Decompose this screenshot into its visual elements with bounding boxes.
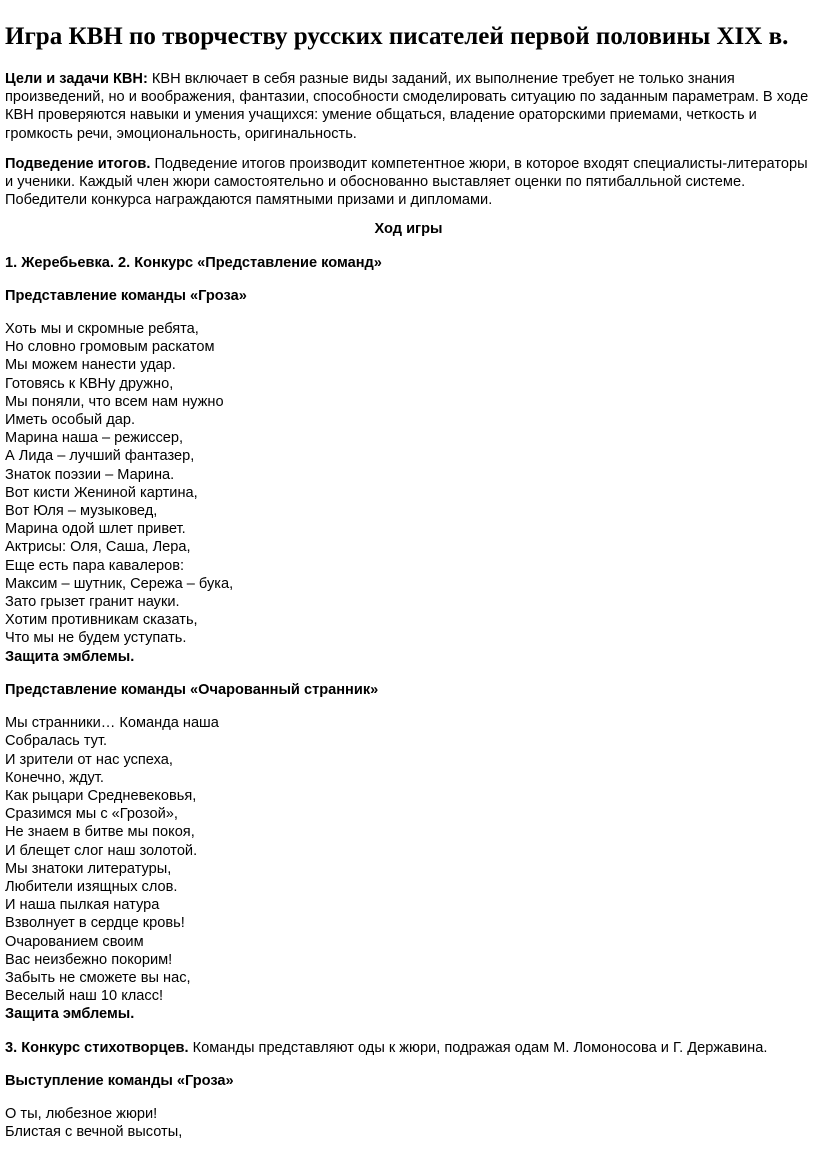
poem-line: Актрисы: Оля, Саша, Лера, xyxy=(5,539,191,556)
goals-paragraph xyxy=(5,70,816,143)
poem-line: О ты, любезное жюри! xyxy=(5,1105,158,1122)
poem-line: Хотим противникам сказать, xyxy=(5,612,198,629)
poem-line: Иметь особый дар. xyxy=(5,412,136,429)
poem-line: Максим – шутник, Сережа – бука, xyxy=(5,575,234,592)
poem-line: Вот Юля – музыковед, xyxy=(5,503,158,520)
poem-line: А Лида – лучший фантазер, xyxy=(5,448,195,465)
game-heading: Ход игры xyxy=(374,221,443,238)
team2-emblem: Защита эмблемы. xyxy=(5,1006,135,1023)
team1-emblem: Защита эмблемы. xyxy=(5,648,135,665)
poem-line: Сразимся мы с «Грозой», xyxy=(5,806,178,823)
step1-heading: 1. Жеребьевка. 2. Конкурс «Представление команд» xyxy=(5,254,382,271)
poem-line: Еще есть пара кавалеров: xyxy=(5,557,185,574)
poem-line: Мы знатоки литературы, xyxy=(5,860,172,877)
poem-line: Мы странники… Команда наша xyxy=(5,715,219,732)
team1-poem xyxy=(5,320,816,648)
poem-line: Мы поняли, что всем нам нужно xyxy=(5,393,224,410)
team2-poem xyxy=(5,714,816,1005)
poem-line: И блещет слог наш золотой. xyxy=(5,842,198,859)
poem-line: Мы можем нанести удар. xyxy=(5,357,176,374)
poem-line: Очарованием своим xyxy=(5,933,144,950)
poem-line: Блистая с вечной высоты, xyxy=(5,1124,183,1141)
team1-heading: Представление команды «Гроза» xyxy=(5,287,247,304)
poem-line: Как рыцари Средневековья, xyxy=(5,787,197,804)
poem-line: Не знаем в битве мы покоя, xyxy=(5,824,195,841)
document-title: Игра КВН по творчеству русских писателей первой половины XIX в. xyxy=(5,23,789,50)
poem-line: Вот кисти Жениной картина, xyxy=(5,484,198,501)
contest3-text: Команды представляют оды к жюри, подражая одам М. Ломоносова и Г. Державина. xyxy=(192,1039,768,1056)
poem-line: Готовясь к КВНу дружно, xyxy=(5,375,174,392)
poem-line: Марина наша – режиссер, xyxy=(5,430,184,447)
contest3-label: 3. Конкурс стихотворцев. xyxy=(5,1039,189,1056)
team2-heading: Представление команды «Очарованный странник» xyxy=(5,681,379,698)
poem-line: Знаток поэзии – Марина. xyxy=(5,466,175,483)
poem-line: Что мы не будем уступать. xyxy=(5,630,187,647)
contest3-paragraph xyxy=(5,1039,816,1057)
poem-line: Марина одой шлет привет. xyxy=(5,521,186,538)
poem-line: Веселый наш 10 класс! xyxy=(5,988,164,1005)
results-paragraph xyxy=(5,155,816,210)
poem-line: Забыть не сможете вы нас, xyxy=(5,969,191,986)
poem-line: Зато грызет гранит науки. xyxy=(5,594,180,611)
results-label: Подведение итогов. xyxy=(5,155,151,172)
poem-line: Взволнует в сердце кровь! xyxy=(5,915,185,932)
poem-line: И наша пылкая натура xyxy=(5,897,160,914)
poem-line: И зрители от нас успеха, xyxy=(5,751,173,768)
goals-text: КВН включает в себя разные виды заданий, их выполнение требует не только знания произведений, но и воображения, фантазии, способности смоделировать ситуацию по заданным параметрам. В ходе КВН проверяются навыки и умения учащихся: умение общаться, владение ораторскими приемами, четкость и громкость речи, эмоциональность, оригинальность. xyxy=(5,71,809,142)
poem-line: Любители изящных слов. xyxy=(5,878,178,895)
poem-line: Вас неизбежно покорим! xyxy=(5,951,173,968)
poem-line: Но словно громовым раскатом xyxy=(5,339,215,356)
results-text: Подведение итогов производит компетентное жюри, в которое входят специалисты-литераторы и ученики. Каждый член жюри самостоятельно и обоснованно выставляет оценки по пятибалльной системе. Победители конкурса награждаются памятными призами и дипломами. xyxy=(5,155,808,209)
team1-perf-heading: Выступление команды «Гроза» xyxy=(5,1072,234,1089)
goals-label: Цели и задачи КВН: xyxy=(5,71,148,87)
poem-line: Собралась тут. xyxy=(5,733,108,750)
team1-perf-poem xyxy=(5,1105,816,1141)
poem-line: Хоть мы и скромные ребята, xyxy=(5,321,199,338)
poem-line: Конечно, ждут. xyxy=(5,769,104,786)
